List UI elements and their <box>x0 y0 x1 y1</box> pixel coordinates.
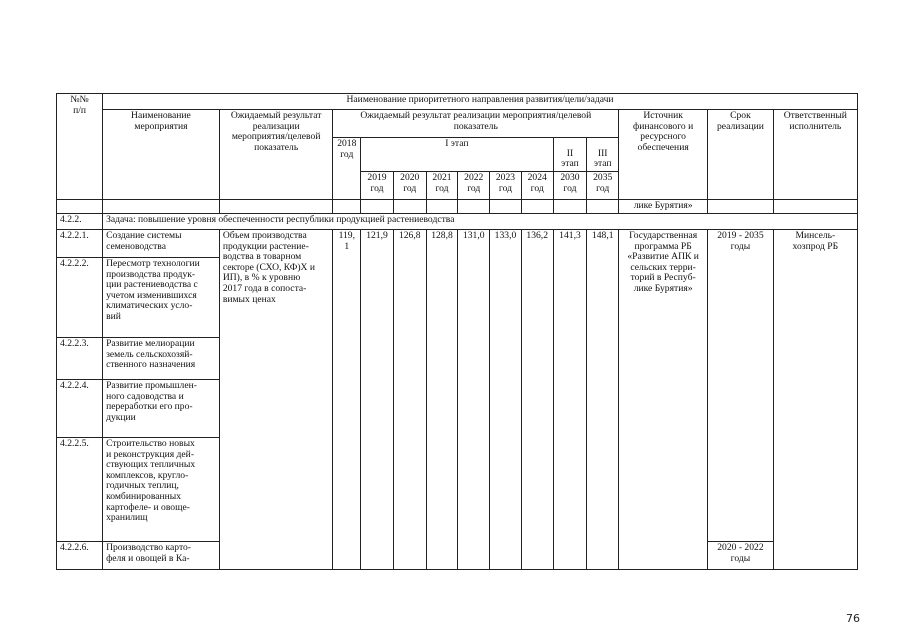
header-measure-name: Наименование мероприятия <box>103 110 220 200</box>
source-text: Государственная программа РБ «Развитие АПК и сельских терри- торий в Респуб- лике Бурятия» <box>619 230 708 570</box>
header-responsible: Ответственный исполнитель <box>773 110 857 200</box>
term-text-2: 2020 - 2022 годы <box>708 542 774 570</box>
header-stage-3: III этап <box>587 138 619 172</box>
term-text: 2019 - 2035 годы <box>708 230 774 542</box>
value-2022: 131,0 <box>458 230 490 570</box>
header-stage-2: II этап <box>553 138 587 172</box>
header-year: 2020 год <box>393 172 426 200</box>
row-name: Строительство новых и реконструкция дей- ствующих тепличных комплексов, кругло- годичных теплиц, комбинированных картофеле- и овоще- хранилищ <box>103 438 220 542</box>
header-row-2 <box>57 110 858 138</box>
header-direction: Наименование приоритетного направления развития/цели/задачи <box>103 94 858 110</box>
row-num: 4.2.2.6. <box>57 542 103 570</box>
value-2023: 133,0 <box>490 230 522 570</box>
value-2018: 119, 1 <box>333 230 361 570</box>
page-number: 76 <box>846 612 860 625</box>
carryover-row <box>57 200 858 214</box>
header-year: 2035 год <box>587 172 619 200</box>
header-year-2018: 2018 год <box>333 138 361 200</box>
header-num: №№ п/п <box>57 94 103 200</box>
value-2019: 121,9 <box>361 230 394 570</box>
header-expected-result: Ожидаемый результат реализации мероприятия/целевой показатель <box>219 110 333 200</box>
source-tail: лике Бурятия» <box>619 200 708 214</box>
value-2024: 136,2 <box>521 230 553 570</box>
header-stage-1: I этап <box>361 138 553 172</box>
responsible-text: Минсель- хозпрод РБ <box>773 230 857 570</box>
header-year: 2021 год <box>426 172 458 200</box>
header-year: 2024 год <box>521 172 553 200</box>
value-2035: 148,1 <box>587 230 619 570</box>
row-num: 4.2.2.4. <box>57 380 103 438</box>
row-name: Развитие промышлен- ного садоводства и переработки его про- дукции <box>103 380 220 438</box>
row-num: 4.2.2.2. <box>57 258 103 338</box>
header-year: 2019 год <box>361 172 394 200</box>
header-year: 2022 год <box>458 172 490 200</box>
value-2021: 128,8 <box>426 230 458 570</box>
row-name: Развитие мелиорации земель сельскохозяй- ственного назначения <box>103 338 220 380</box>
value-2030: 141,3 <box>553 230 587 570</box>
task-row <box>57 214 858 230</box>
table-row <box>57 230 858 258</box>
row-num: 4.2.2.3. <box>57 338 103 380</box>
header-expected-result-group: Ожидаемый результат реализации мероприятия/целевой показатель <box>333 110 619 138</box>
header-row-1 <box>57 94 858 110</box>
header-year: 2023 год <box>490 172 522 200</box>
row-name: Создание системы семеноводства <box>103 230 220 258</box>
value-2020: 126,8 <box>393 230 426 570</box>
task-num: 4.2.2. <box>57 214 103 230</box>
row-num: 4.2.2.5. <box>57 438 103 542</box>
row-name: Пересмотр технологии производства продук- ции растениеводства с учетом изменившихся климатических усло- вий <box>103 258 220 338</box>
measures-table <box>56 93 858 570</box>
row-num: 4.2.2.1. <box>57 230 103 258</box>
header-source: Источник финансового и ресурсного обеспечения <box>619 110 708 200</box>
task-text: Задача: повышение уровня обеспеченности республики продукцией растениеводства <box>103 214 858 230</box>
header-year: 2030 год <box>553 172 587 200</box>
indicator-text: Объем производства продукции растение- водства в товарном секторе (СХО, КФ)Х и ИП), в % к уровню 2017 года в сопоста- вимых ценах <box>219 230 333 570</box>
row-name: Производство карто- феля и овощей в Ка- <box>103 542 220 570</box>
header-term: Срок реализации <box>708 110 774 200</box>
